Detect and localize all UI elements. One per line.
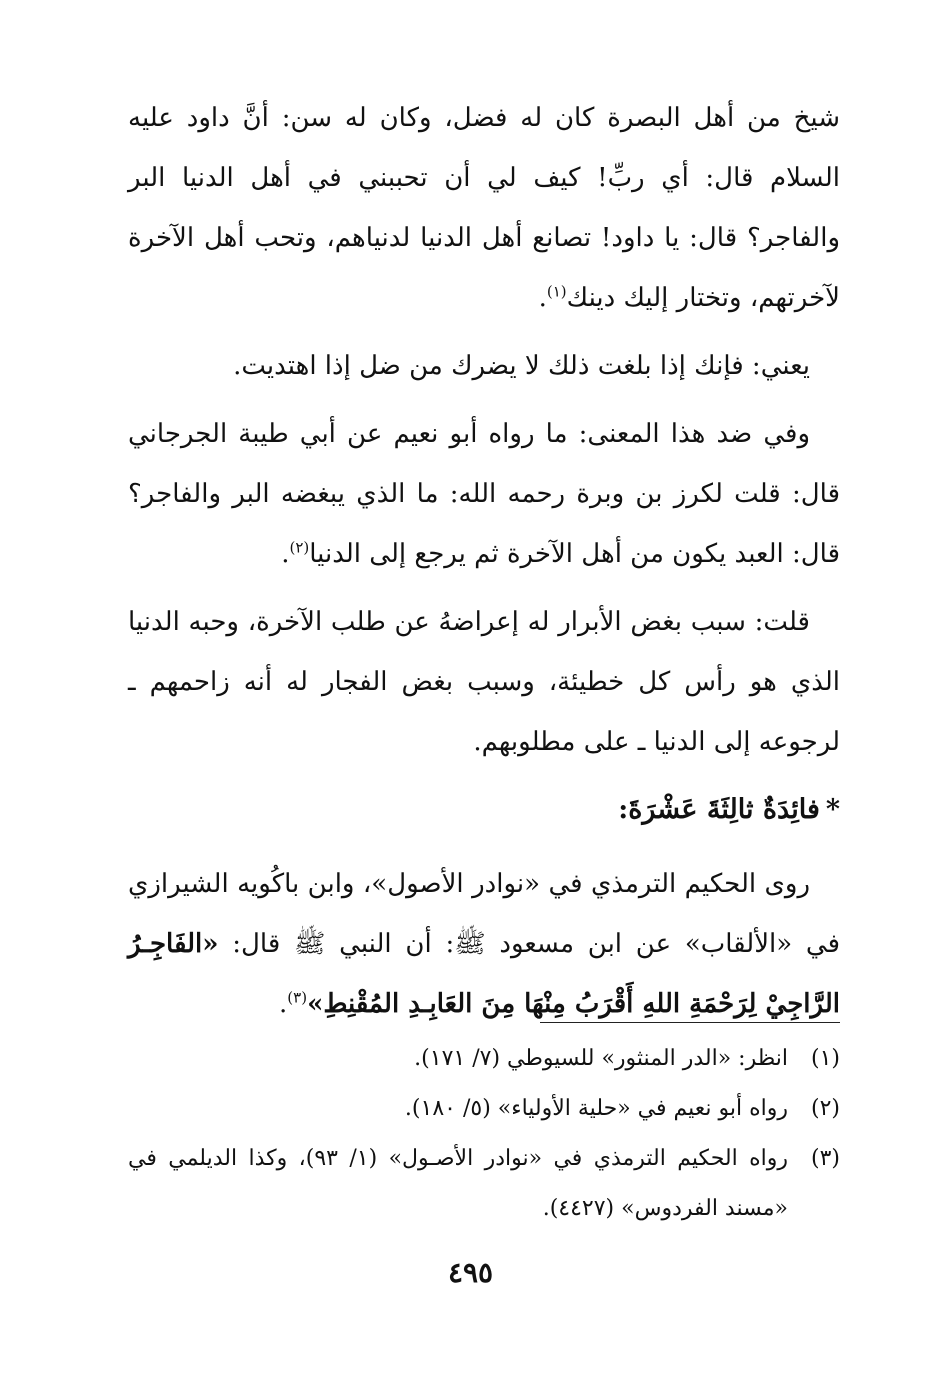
- paragraph-text: وفي ضد هذا المعنى: ما رواه أبو نعيم عن أبي طيبة الجرجاني قال: قلت لكرز بن وبرة رحمه الله: ما الذي يبغضه البر والفاجر؟ قال: العبد يكون من أهل الآخرة ثم يرجع إلى الدنيا: [128, 419, 840, 569]
- footnote-number: (٣): [810, 1146, 840, 1171]
- main-text: [128, 88, 840, 1042]
- paragraph-end: .: [538, 283, 547, 313]
- footnote-number: (٢): [810, 1096, 840, 1121]
- paragraph-end: .: [279, 989, 288, 1019]
- footnotes: [128, 1034, 840, 1234]
- star-icon: *: [825, 794, 840, 825]
- paragraph-text: قلت: سبب بغض الأبرار له إعراضهُ عن طلب الآخرة، وحبه الدنيا الذي هو رأس كل خطيئة، وسبب بغض الفجار له أنه زاحمهم ـ لرجوعه إلى الدنيا ـ على مطلوبهم.: [128, 607, 840, 757]
- footnote-1: [128, 1034, 840, 1084]
- section-heading: [128, 780, 840, 840]
- paragraph-meaning: [128, 336, 840, 396]
- footnote-divider: [540, 1022, 840, 1023]
- hadith-intro: روى الحكيم الترمذي في «نوادر الأصول»، وابن باكُويه الشيرازي في «الألقاب» عن ابن مسعود ﷺ: أن النبي ﷺ قال:: [128, 869, 840, 959]
- footnote-number: (١): [810, 1046, 840, 1071]
- hadith-quote: «الفَاجِـرُ الرَّاجِيْ لِرَحْمَةِ اللهِ أَقْرَبُ مِنْهَا مِنَ العَابِـدِ المُقْنِطِ»: [128, 929, 840, 1019]
- page-number: ٤٩٥: [447, 1256, 494, 1289]
- footnote-text: رواه أبو نعيم في «حلية الأولياء» (٥/ ١٨٠).: [404, 1096, 788, 1121]
- paragraph-text: يعني: فإنك إذا بلغت ذلك لا يضرك من ضل إذا اهتديت.: [233, 351, 810, 381]
- footnote-2: [128, 1084, 840, 1134]
- footnote-text: رواه الحكيم الترمذي في «نوادر الأصـول» (١/ ٩٣)، وكذا الديلمي في «مسند الفردوس» (٤٤٢٧).: [128, 1146, 788, 1221]
- paragraph-hadith: [128, 854, 840, 1034]
- footnote-ref: (٢): [289, 538, 310, 557]
- footnote-ref: (١): [546, 282, 567, 301]
- paragraph-text: شيخ من أهل البصرة كان له فضل، وكان له سن: أنَّ داود عليه السلام قال: أي ربِّ! كيف لي أن تحببني في أهل الدنيا البر والفاجر؟ قال: يا داود! تصانع أهل الدنيا لدنياهم، وتحب أهل الآخرة لآخرتهم، وتختار إليك دينك: [128, 103, 840, 313]
- paragraph-end: .: [281, 539, 290, 569]
- paragraph-opposite: [128, 404, 840, 584]
- heading-text: فائِدَةٌ ثالِثَةَ عَشْرَةَ:: [618, 794, 820, 825]
- footnote-text: انظر: «الدر المنثور» للسيوطي (٧/ ١٧١).: [414, 1046, 788, 1071]
- footnote-3: [128, 1134, 840, 1234]
- footnote-ref: (٣): [287, 988, 308, 1007]
- paragraph-dawud: [128, 88, 840, 328]
- paragraph-commentary: [128, 592, 840, 772]
